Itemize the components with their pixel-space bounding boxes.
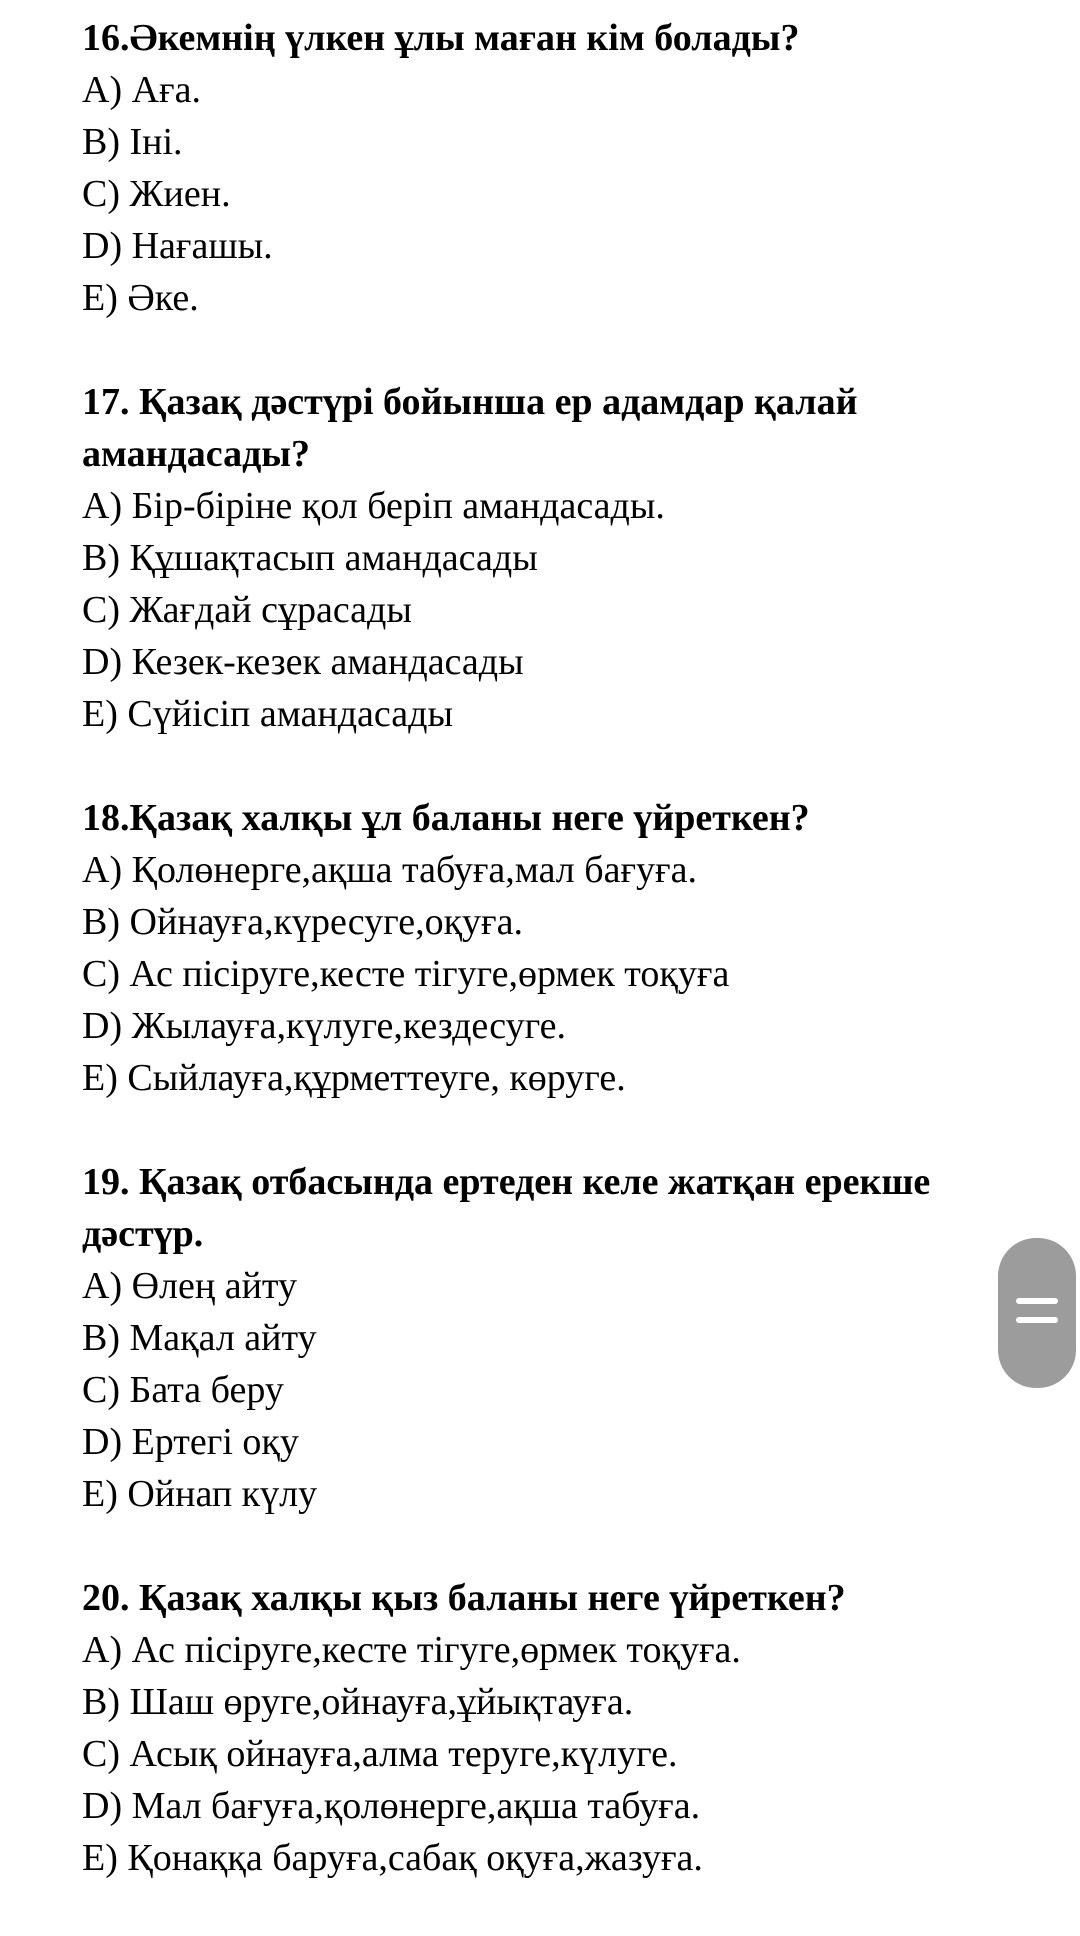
answer-option: B) Ойнауға,күресуге,оқуға.: [82, 901, 524, 943]
answer-option: C) Бата беру: [82, 1369, 284, 1411]
question-18: [82, 792, 982, 1104]
answer-option: E) Әке.: [82, 277, 199, 319]
answer-option: B) Құшақтасып амандасады: [82, 537, 538, 579]
answer-option: A) Өлең айту: [82, 1265, 298, 1307]
answer-option: C) Жиен.: [82, 173, 231, 215]
question-title: 16.Әкемнің үлкен ұлы маған кім болады?: [82, 17, 800, 59]
answer-option: E) Қонаққа баруға,сабақ оқуға,жазуға.: [82, 1837, 703, 1879]
answer-option: A) Ас пісіруге,кесте тігуге,өрмек тоқуға.: [82, 1629, 741, 1671]
question-title: 18.Қазақ халқы ұл баланы неге үйреткен?: [82, 797, 810, 839]
answer-option: E) Сүйісіп амандасады: [82, 693, 453, 735]
question-title: 19. Қазақ отбасында ертеден келе жатқан ерекше дәстүр.: [82, 1161, 931, 1255]
answer-option: C) Ас пісіруге,кесте тігуге,өрмек тоқуға: [82, 953, 730, 995]
question-title: 20. Қазақ халқы қыз баланы неге үйреткен?: [82, 1577, 846, 1619]
answer-option: D) Жылауға,күлуге,кездесуге.: [82, 1005, 567, 1047]
question-19: [82, 1156, 982, 1520]
answer-option: D) Ертегі оқу: [82, 1421, 299, 1463]
answer-option: B) Іні.: [82, 121, 183, 163]
question-17: [82, 376, 982, 740]
answer-option: E) Ойнап күлу: [82, 1473, 318, 1515]
question-20: [82, 1572, 982, 1884]
answer-option: B) Шаш өруге,ойнауға,ұйықтауға.: [82, 1681, 634, 1723]
scroll-handle[interactable]: [998, 1238, 1076, 1388]
answer-option: A) Бір-біріне қол беріп амандасады.: [82, 485, 665, 527]
answer-option: E) Сыйлауға,құрметтеуге, көруге.: [82, 1057, 626, 1099]
answer-option: A) Қолөнерге,ақша табуға,мал бағуға.: [82, 849, 697, 891]
answer-option: C) Жағдай сұрасады: [82, 589, 412, 631]
drag-handle-icon: [1016, 1298, 1058, 1304]
question-title: 17. Қазақ дәстүрі бойынша ер адамдар қалай амандасады?: [82, 381, 858, 475]
answer-option: D) Кезек-кезек амандасады: [82, 641, 524, 683]
answer-option: B) Мақал айту: [82, 1317, 317, 1359]
answer-option: C) Асық ойнауға,алма теруге,күлуге.: [82, 1733, 678, 1775]
answer-option: A) Аға.: [82, 69, 201, 111]
answer-option: D) Нағашы.: [82, 225, 273, 267]
drag-handle-icon: [1016, 1317, 1058, 1323]
document-page: [82, 12, 982, 1936]
answer-option: D) Мал бағуға,қолөнерге,ақша табуға.: [82, 1785, 701, 1827]
question-16: [82, 12, 982, 324]
